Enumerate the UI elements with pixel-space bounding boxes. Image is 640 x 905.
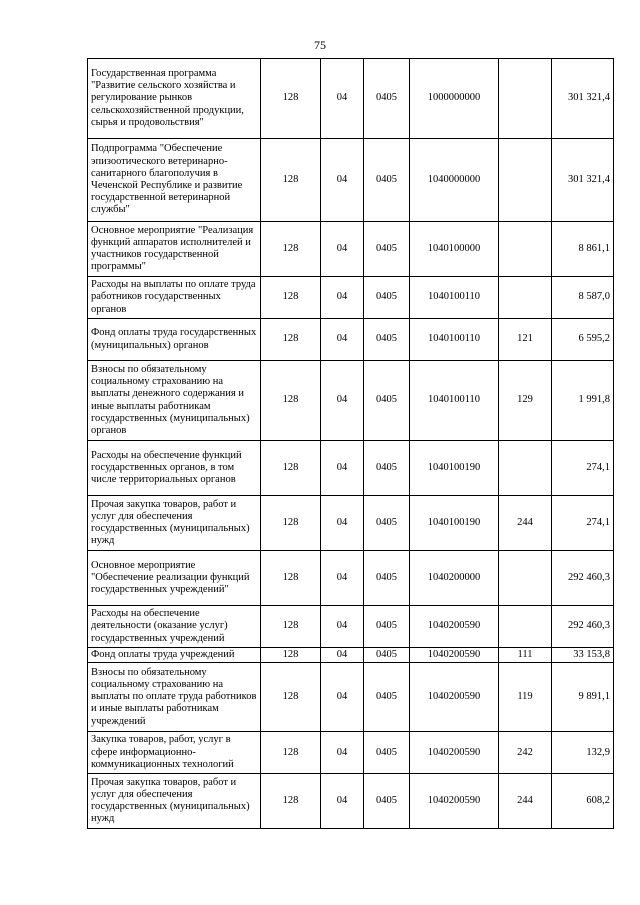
- row-name-cell: Фонд оплаты труда государственных (муниципальных) органов: [88, 319, 261, 361]
- row-name-cell: Прочая закупка товаров, работ и услуг для обеспечения государственных (муниципальных) нужд: [88, 496, 261, 551]
- table-row: [88, 277, 614, 319]
- amount-cell: 6 595,2: [552, 319, 614, 361]
- ministry-code-cell: 128: [261, 277, 321, 319]
- table-row: [88, 139, 614, 222]
- section-code-cell: 04: [321, 496, 364, 551]
- section-code-cell: 04: [321, 606, 364, 648]
- target-article-cell: 1040100190: [410, 496, 499, 551]
- expense-type-cell: 121: [499, 319, 552, 361]
- ministry-code-cell: 128: [261, 441, 321, 496]
- expense-type-cell: 129: [499, 361, 552, 441]
- expense-type-cell: 111: [499, 648, 552, 663]
- expense-type-cell: 244: [499, 774, 552, 829]
- target-article-cell: 1040200590: [410, 663, 499, 732]
- section-code-cell: 04: [321, 277, 364, 319]
- ministry-code-cell: 128: [261, 222, 321, 277]
- subsection-code-cell: 0405: [364, 319, 410, 361]
- subsection-code-cell: 0405: [364, 441, 410, 496]
- subsection-code-cell: 0405: [364, 732, 410, 774]
- amount-cell: 292 460,3: [552, 551, 614, 606]
- amount-cell: 33 153,8: [552, 648, 614, 663]
- section-code-cell: 04: [321, 441, 364, 496]
- subsection-code-cell: 0405: [364, 496, 410, 551]
- amount-cell: 274,1: [552, 441, 614, 496]
- table-row: [88, 606, 614, 648]
- row-name-cell: Государственная программа "Развитие сельского хозяйства и регулирование рынков сельскохозяйственной продукции, сырья и продовольствия": [88, 59, 261, 139]
- amount-cell: 132,9: [552, 732, 614, 774]
- amount-cell: 292 460,3: [552, 606, 614, 648]
- table-row: [88, 361, 614, 441]
- table-row: [88, 648, 614, 663]
- amount-cell: 1 991,8: [552, 361, 614, 441]
- target-article-cell: 1040000000: [410, 139, 499, 222]
- amount-cell: 8 587,0: [552, 277, 614, 319]
- target-article-cell: 1040100110: [410, 319, 499, 361]
- ministry-code-cell: 128: [261, 663, 321, 732]
- ministry-code-cell: 128: [261, 319, 321, 361]
- target-article-cell: 1040200000: [410, 551, 499, 606]
- amount-cell: 301 321,4: [552, 139, 614, 222]
- target-article-cell: 1040200590: [410, 606, 499, 648]
- expense-type-cell: [499, 139, 552, 222]
- row-name-cell: Расходы на обеспечение деятельности (оказание услуг) государственных учреждений: [88, 606, 261, 648]
- subsection-code-cell: 0405: [364, 551, 410, 606]
- ministry-code-cell: 128: [261, 606, 321, 648]
- section-code-cell: 04: [321, 59, 364, 139]
- ministry-code-cell: 128: [261, 361, 321, 441]
- expense-type-cell: 119: [499, 663, 552, 732]
- amount-cell: 8 861,1: [552, 222, 614, 277]
- ministry-code-cell: 128: [261, 732, 321, 774]
- expense-type-cell: [499, 222, 552, 277]
- subsection-code-cell: 0405: [364, 774, 410, 829]
- ministry-code-cell: 128: [261, 551, 321, 606]
- section-code-cell: 04: [321, 732, 364, 774]
- row-name-cell: Закупка товаров, работ, услуг в сфере информационно-коммуникационных технологий: [88, 732, 261, 774]
- amount-cell: 274,1: [552, 496, 614, 551]
- target-article-cell: 1040200590: [410, 732, 499, 774]
- expense-type-cell: [499, 59, 552, 139]
- section-code-cell: 04: [321, 361, 364, 441]
- table-body: [88, 59, 614, 829]
- target-article-cell: 1040100110: [410, 277, 499, 319]
- ministry-code-cell: 128: [261, 59, 321, 139]
- table-row: [88, 59, 614, 139]
- row-name-cell: Взносы по обязательному социальному страхованию на выплаты по оплате труда работников и иные выплаты работникам учреждений: [88, 663, 261, 732]
- subsection-code-cell: 0405: [364, 648, 410, 663]
- row-name-cell: Подпрограмма "Обеспечение эпизоотического ветеринарно-санитарного благополучия в Чеченской Республике и развитие государственной ветеринарной службы": [88, 139, 261, 222]
- table-row: [88, 551, 614, 606]
- ministry-code-cell: 128: [261, 139, 321, 222]
- subsection-code-cell: 0405: [364, 222, 410, 277]
- page-number: 75: [314, 38, 326, 52]
- subsection-code-cell: 0405: [364, 663, 410, 732]
- section-code-cell: 04: [321, 774, 364, 829]
- expense-type-cell: [499, 606, 552, 648]
- expense-type-cell: 244: [499, 496, 552, 551]
- target-article-cell: 1000000000: [410, 59, 499, 139]
- row-name-cell: Фонд оплаты труда учреждений: [88, 648, 261, 663]
- table-row: [88, 222, 614, 277]
- subsection-code-cell: 0405: [364, 59, 410, 139]
- table-row: [88, 663, 614, 732]
- row-name-cell: Основное мероприятие "Реализация функций аппаратов исполнителей и участников государственной программы": [88, 222, 261, 277]
- expense-type-cell: [499, 277, 552, 319]
- subsection-code-cell: 0405: [364, 606, 410, 648]
- expense-type-cell: [499, 551, 552, 606]
- row-name-cell: Прочая закупка товаров, работ и услуг для обеспечения государственных (муниципальных) нужд: [88, 774, 261, 829]
- amount-cell: 608,2: [552, 774, 614, 829]
- expense-type-cell: [499, 441, 552, 496]
- section-code-cell: 04: [321, 663, 364, 732]
- table-row: [88, 441, 614, 496]
- section-code-cell: 04: [321, 319, 364, 361]
- amount-cell: 9 891,1: [552, 663, 614, 732]
- subsection-code-cell: 0405: [364, 277, 410, 319]
- table-row: [88, 774, 614, 829]
- subsection-code-cell: 0405: [364, 361, 410, 441]
- row-name-cell: Расходы на выплаты по оплате труда работников государственных органов: [88, 277, 261, 319]
- expense-type-cell: 242: [499, 732, 552, 774]
- row-name-cell: Расходы на обеспечение функций государственных органов, в том числе территориальных органов: [88, 441, 261, 496]
- ministry-code-cell: 128: [261, 774, 321, 829]
- section-code-cell: 04: [321, 139, 364, 222]
- row-name-cell: Взносы по обязательному социальному страхованию на выплаты денежного содержания и иные выплаты работникам государственных (муниципальных) органов: [88, 361, 261, 441]
- row-name-cell: Основное мероприятие "Обеспечение реализации функций государственных учреждений": [88, 551, 261, 606]
- target-article-cell: 1040200590: [410, 648, 499, 663]
- section-code-cell: 04: [321, 648, 364, 663]
- section-code-cell: 04: [321, 551, 364, 606]
- section-code-cell: 04: [321, 222, 364, 277]
- amount-cell: 301 321,4: [552, 59, 614, 139]
- budget-table: [87, 58, 614, 829]
- ministry-code-cell: 128: [261, 496, 321, 551]
- target-article-cell: 1040100110: [410, 361, 499, 441]
- target-article-cell: 1040100000: [410, 222, 499, 277]
- table-row: [88, 319, 614, 361]
- table-row: [88, 496, 614, 551]
- target-article-cell: 1040200590: [410, 774, 499, 829]
- subsection-code-cell: 0405: [364, 139, 410, 222]
- table-row: [88, 732, 614, 774]
- target-article-cell: 1040100190: [410, 441, 499, 496]
- ministry-code-cell: 128: [261, 648, 321, 663]
